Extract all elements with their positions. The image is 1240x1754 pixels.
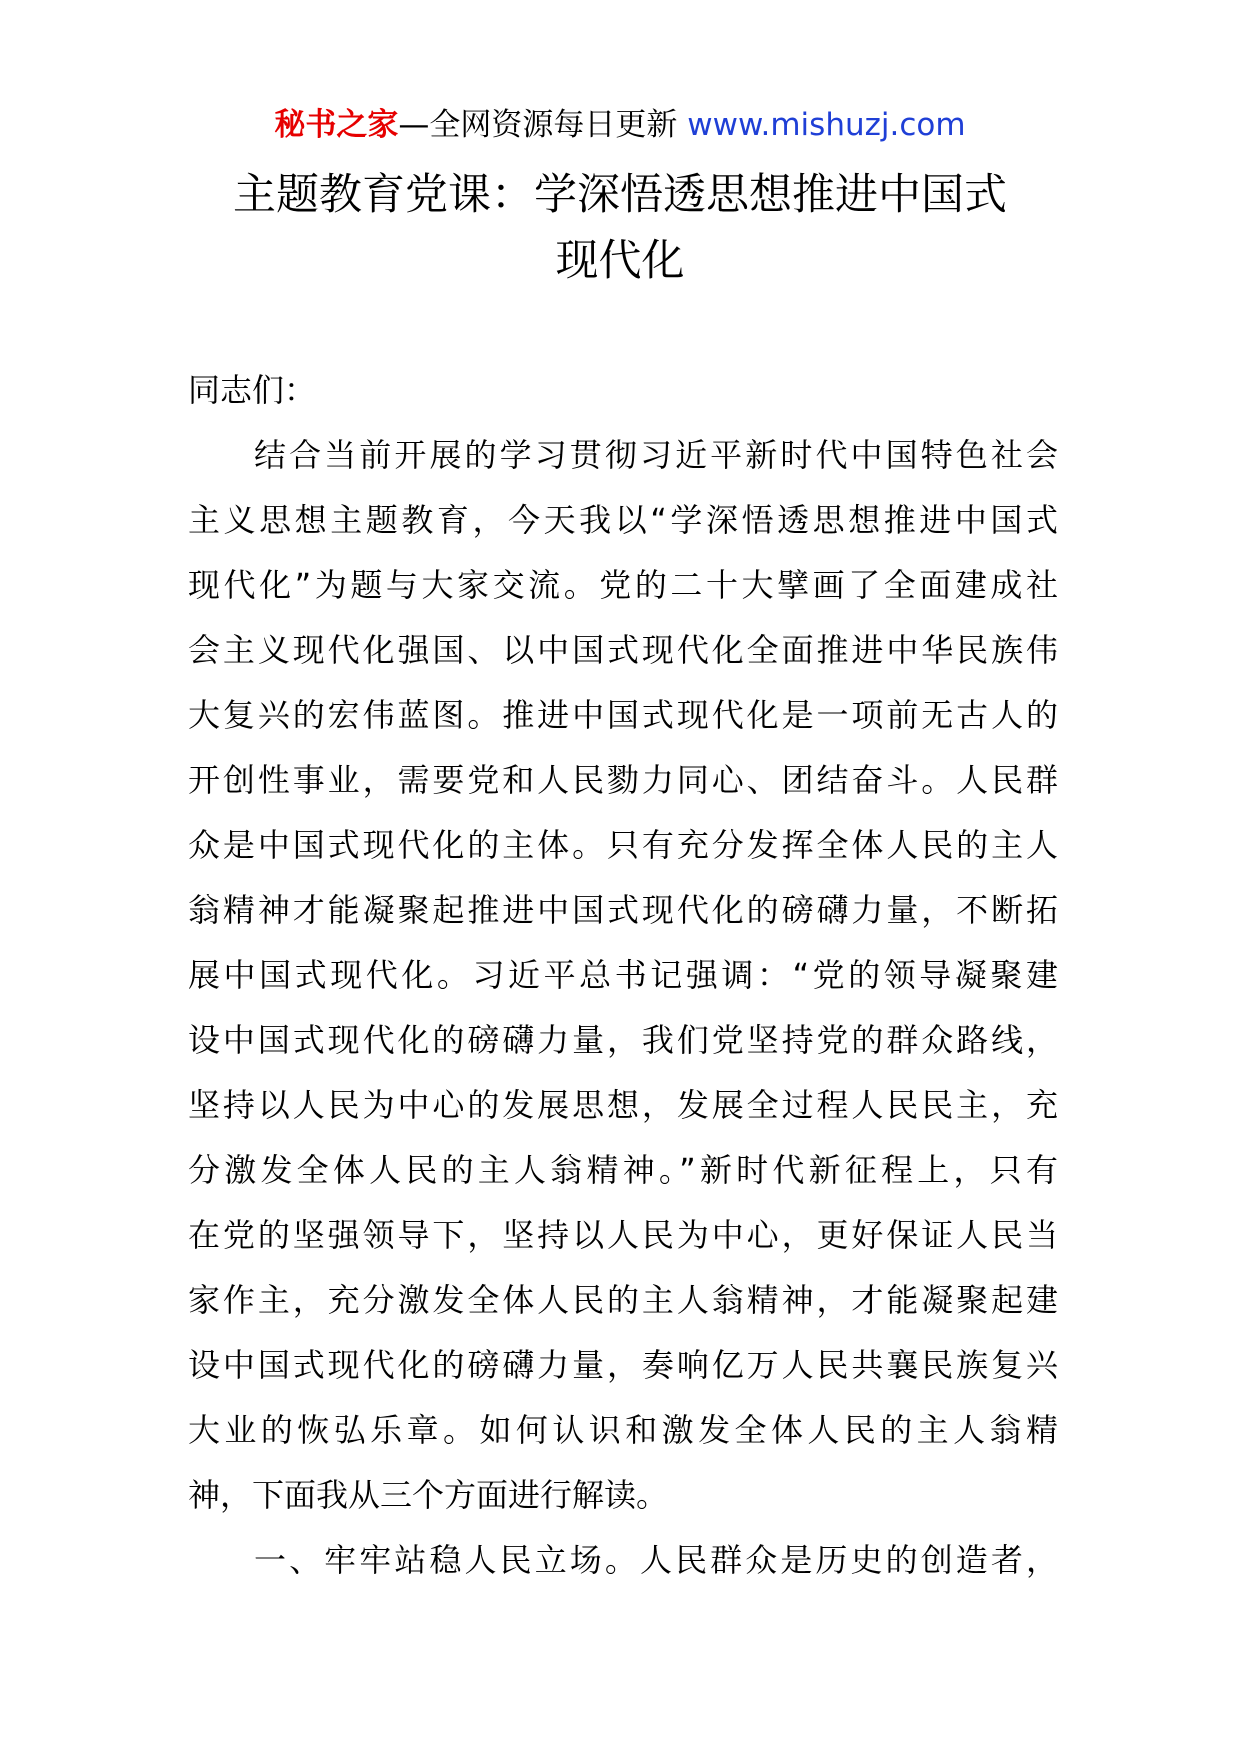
salutation: 同志们： [188,371,317,409]
document-title [190,162,1050,294]
paragraph-line: 分激发全体人民的主人翁精神。”新时代新征程上，只有 [188,1151,1058,1189]
paragraph-line: 大业的恢弘乐章。如何认识和激发全体人民的主人翁精 [188,1411,1058,1449]
site-tagline: —全网资源每日更新 [398,107,688,143]
section-heading-line: 一、牢牢站稳人民立场。人民群众是历史的创造者， [254,1541,1058,1579]
title-line: 主题教育党课：学深悟透思想推进中国式 [233,170,1007,220]
paragraph-line: 现代化”为题与大家交流。党的二十大擘画了全面建成社 [188,566,1058,604]
paragraph-line: 开创性事业，需要党和人民勠力同心、团结奋斗。人民群 [188,761,1058,799]
paragraph-line: 坚持以人民为中心的发展思想，发展全过程人民民主，充 [188,1086,1058,1124]
paragraph-line: 主义思想主题教育，今天我以“学深悟透思想推进中国式 [188,501,1058,539]
document-body [188,358,1058,1593]
paragraph-line: 众是中国式现代化的主体。只有充分发挥全体人民的主人 [188,826,1058,864]
paragraph-line: 神，下面我从三个方面进行解读。 [188,1476,669,1514]
paragraph-line: 设中国式现代化的磅礴力量，奏响亿万人民共襄民族复兴 [188,1346,1058,1384]
paragraph-line: 会主义现代化强国、以中国式现代化全面推进中华民族伟 [188,631,1058,669]
title-line: 现代化 [555,236,685,286]
paragraph-line: 家作主，充分激发全体人民的主人翁精神，才能凝聚起建 [188,1281,1058,1319]
paragraph-line: 大复兴的宏伟蓝图。推进中国式现代化是一项前无古人的 [188,696,1058,734]
paragraph-line: 展中国式现代化。习近平总书记强调：“党的领导凝聚建 [188,956,1058,994]
site-brand: 秘书之家 [274,107,399,143]
paragraph-line: 结合当前开展的学习贯彻习近平新时代中国特色社会 [254,436,1058,474]
site-header [0,100,1240,150]
paragraph-line: 翁精神才能凝聚起推进中国式现代化的磅礴力量，不断拓 [188,891,1058,929]
paragraph-line: 设中国式现代化的磅礴力量，我们党坚持党的群众路线， [188,1021,1058,1059]
site-url-link[interactable]: www.mishuzj.com [687,107,966,143]
paragraph-line: 在党的坚强领导下，坚持以人民为中心，更好保证人民当 [188,1216,1058,1254]
